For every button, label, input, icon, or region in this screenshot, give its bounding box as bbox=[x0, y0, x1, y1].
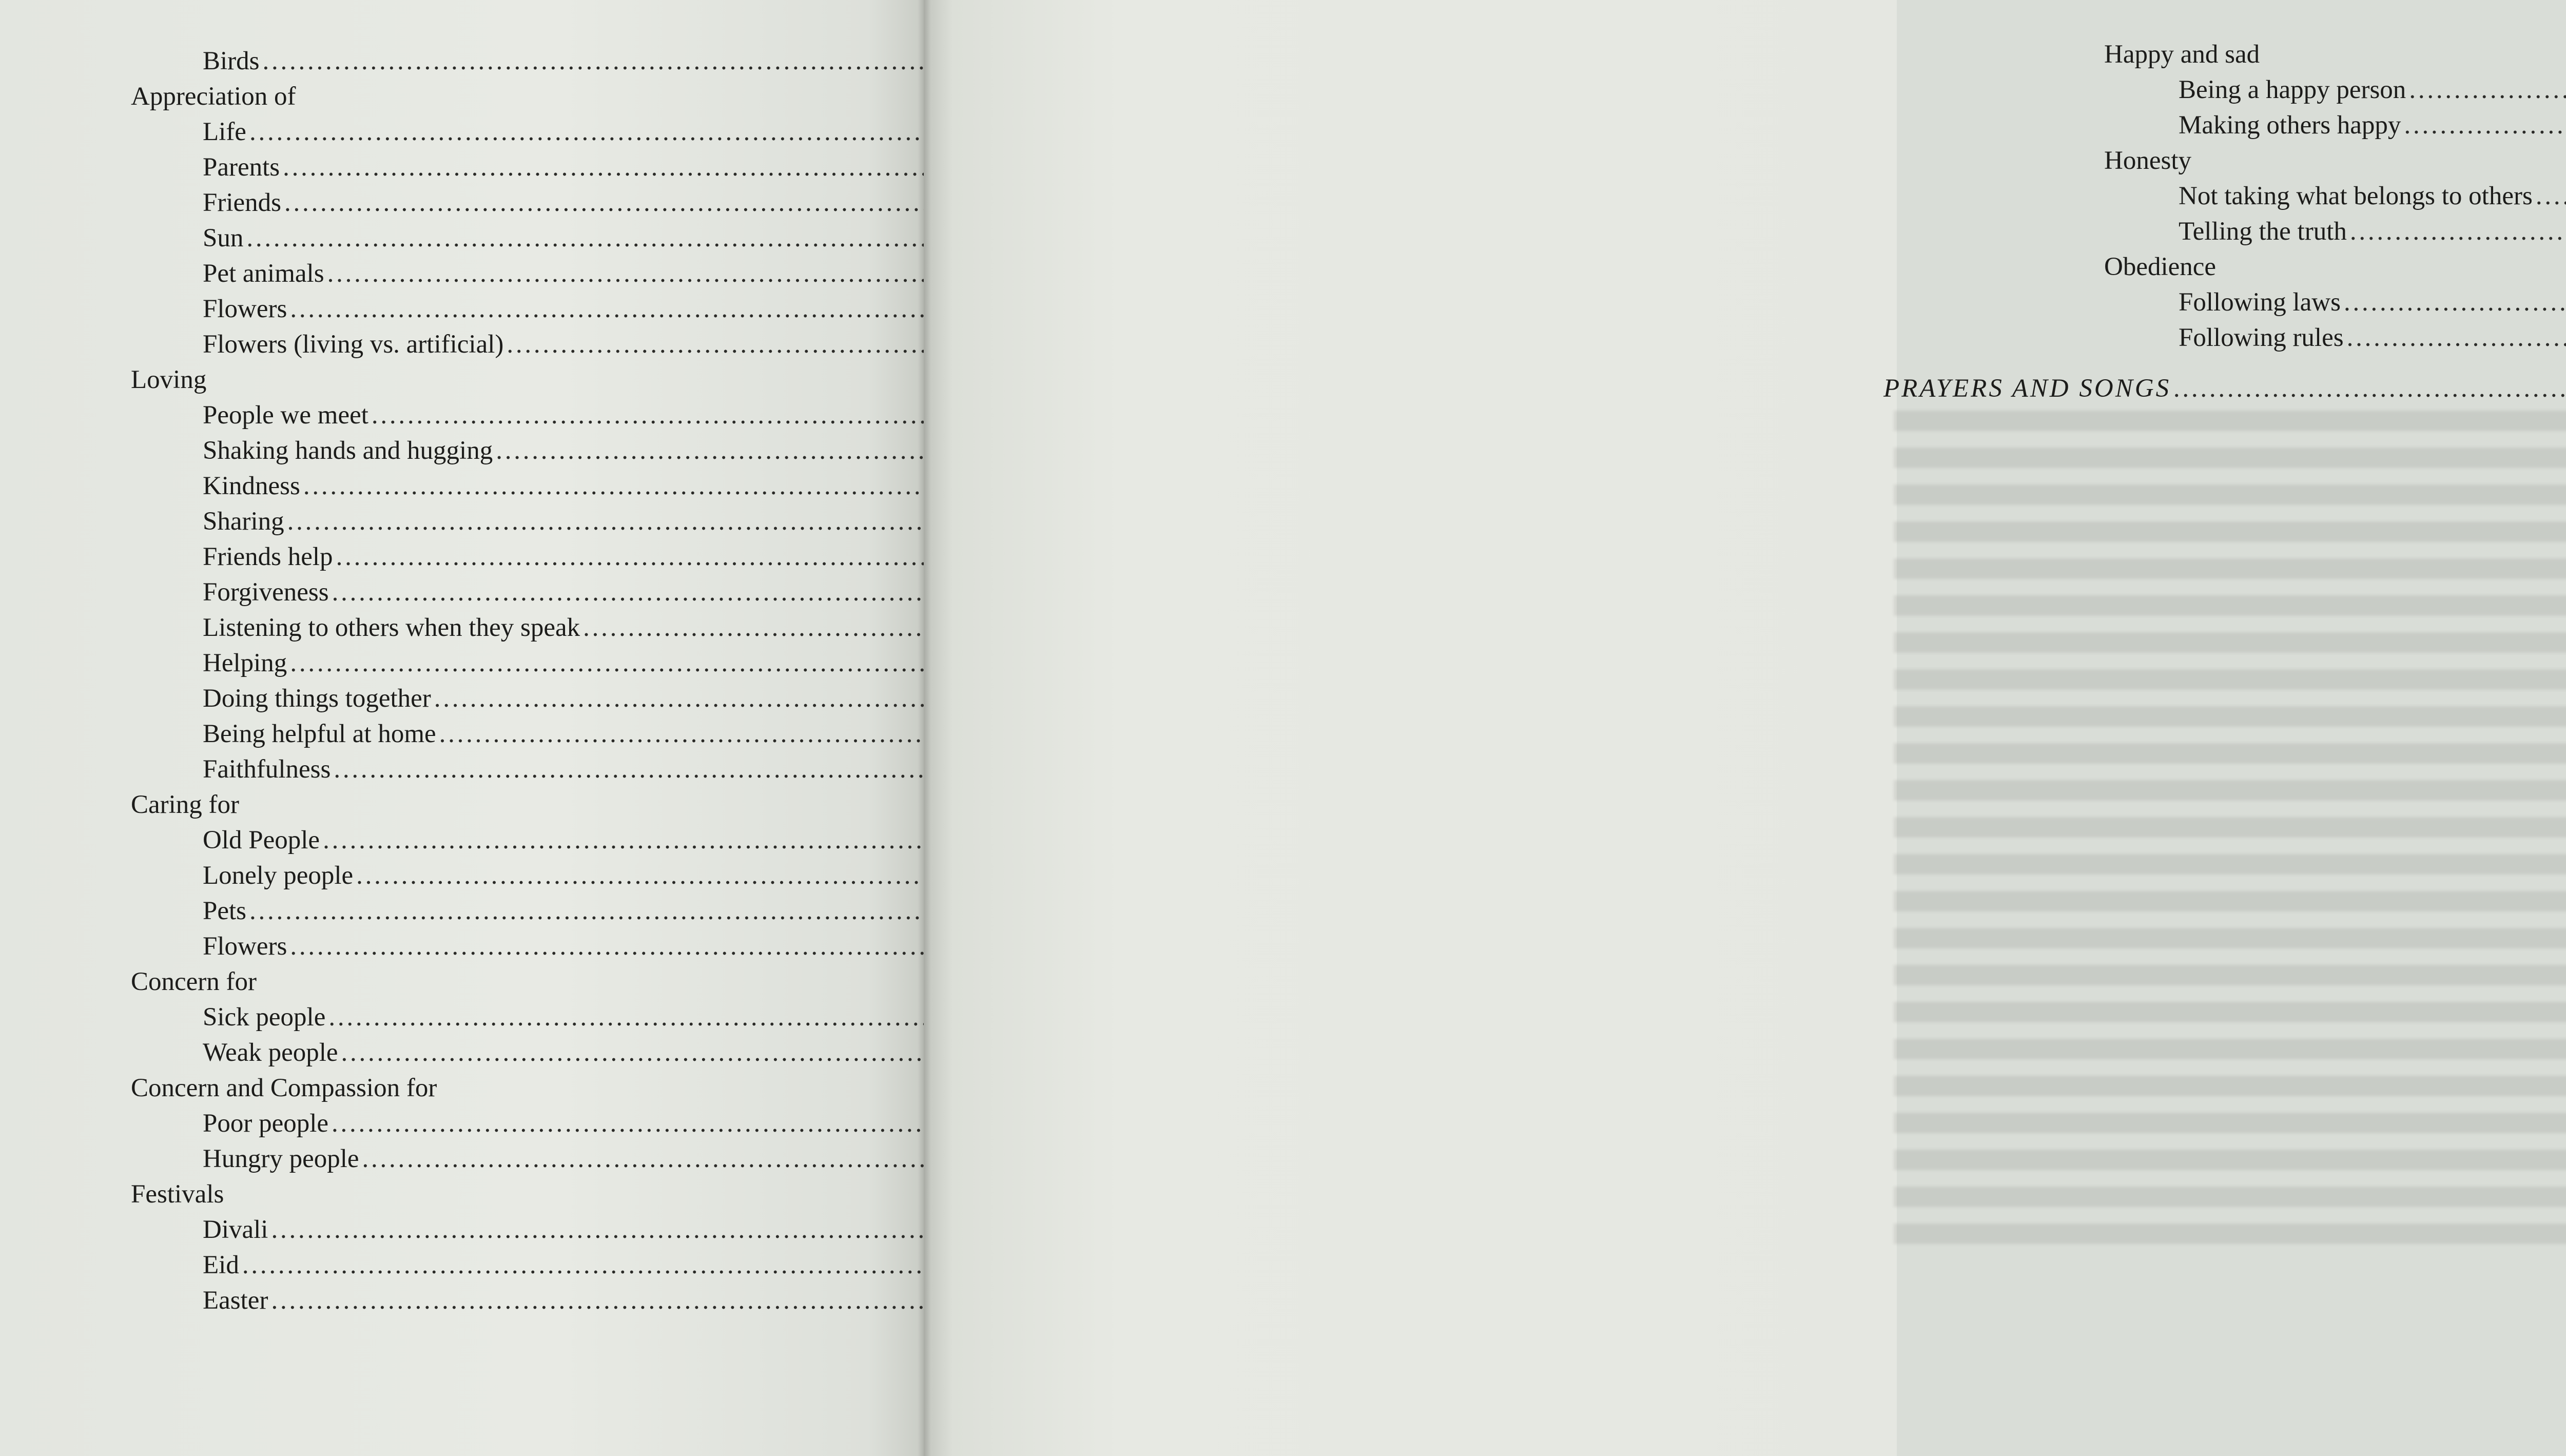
toc-entry-label: Sharing bbox=[203, 507, 284, 536]
toc-entry-label: Happy and sad bbox=[2104, 40, 2260, 69]
toc-entry-label: Shaking hands and hugging bbox=[203, 436, 493, 465]
toc-entry-label: Flowers bbox=[203, 295, 287, 323]
toc-section bbox=[1883, 371, 2566, 406]
toc-heading bbox=[1883, 37, 2566, 72]
toc-entry bbox=[131, 469, 772, 504]
toc-entry-label: Honesty bbox=[2104, 146, 2191, 175]
toc-entry-label: Listening to others when they speak bbox=[203, 613, 580, 642]
toc-heading bbox=[131, 1177, 772, 1212]
dot-leader bbox=[2536, 179, 2566, 214]
dot-leader bbox=[2404, 108, 2566, 143]
toc-entry-label: Old People bbox=[203, 826, 320, 855]
toc-entry bbox=[131, 1000, 772, 1035]
toc-entry-label: Faithfulness bbox=[203, 755, 331, 784]
toc-entry bbox=[1883, 214, 2566, 249]
toc-entry-label: Not taking what belongs to others bbox=[2179, 182, 2533, 210]
toc-entry bbox=[131, 1106, 772, 1141]
toc-entry-label: Friends help bbox=[203, 542, 333, 571]
toc-entry bbox=[131, 575, 772, 610]
toc-heading bbox=[131, 79, 772, 114]
toc-entry bbox=[131, 681, 772, 716]
toc-entry-label: Concern for bbox=[131, 967, 257, 996]
toc-entry-label: Eid bbox=[203, 1251, 239, 1279]
toc-heading bbox=[131, 964, 772, 1000]
toc-entry-label: Lonely people bbox=[203, 861, 354, 890]
toc-entry-label: Life bbox=[203, 118, 246, 146]
toc-entry bbox=[1883, 108, 2566, 143]
toc-entry bbox=[131, 610, 772, 646]
toc-entry bbox=[131, 504, 772, 539]
toc-entry-label: Forgiveness bbox=[203, 578, 329, 607]
toc-entry-label: Weak people bbox=[203, 1038, 338, 1067]
toc-entry-label: Pets bbox=[203, 897, 247, 925]
toc-entry bbox=[131, 44, 772, 79]
dot-leader bbox=[2347, 320, 2566, 356]
toc-heading bbox=[131, 1071, 772, 1106]
toc-entry-label: Concern and Compassion for bbox=[131, 1074, 437, 1102]
toc-entry bbox=[131, 858, 772, 894]
toc-entry-label: Helping bbox=[203, 649, 287, 677]
right-page bbox=[924, 0, 2533, 1456]
dot-leader bbox=[2350, 214, 2566, 249]
toc-entry bbox=[131, 327, 772, 362]
toc-entry-label: Poor people bbox=[203, 1109, 329, 1138]
toc-entry bbox=[131, 539, 772, 575]
toc-entry-label: Flowers bbox=[203, 932, 287, 961]
toc-entry bbox=[131, 752, 772, 787]
toc-entry bbox=[131, 256, 772, 292]
toc-entry bbox=[131, 114, 772, 150]
toc-entry-label: Following laws bbox=[2179, 288, 2341, 317]
contents-list-left bbox=[131, 44, 772, 1318]
toc-entry bbox=[131, 185, 772, 221]
toc-entry bbox=[131, 433, 772, 469]
toc-entry-label: Telling the truth bbox=[2179, 217, 2347, 246]
toc-entry-label: Birds bbox=[203, 47, 260, 75]
toc-entry bbox=[131, 716, 772, 752]
toc-entry-label: People we meet bbox=[203, 401, 368, 430]
left-page bbox=[0, 0, 924, 1456]
toc-entry-label: Sick people bbox=[203, 1003, 326, 1032]
toc-entry bbox=[131, 1283, 772, 1318]
toc-entry bbox=[1883, 179, 2566, 214]
dot-leader bbox=[2174, 371, 2566, 406]
toc-entry bbox=[131, 150, 772, 185]
toc-entry-label: Sun bbox=[203, 224, 244, 253]
toc-entry-label: Kindness bbox=[203, 472, 300, 500]
toc-entry bbox=[131, 646, 772, 681]
toc-entry-label: Caring for bbox=[131, 790, 240, 819]
toc-entry-label: Pet animals bbox=[203, 259, 324, 288]
toc-entry-label: Easter bbox=[203, 1286, 268, 1315]
toc-entry-label: PRAYERS AND SONGS bbox=[1883, 374, 2171, 403]
toc-entry bbox=[131, 1212, 772, 1248]
toc-entry-label: Being a happy person bbox=[2179, 75, 2406, 104]
book-gutter bbox=[918, 0, 931, 1456]
toc-entry bbox=[131, 1141, 772, 1177]
toc-entry bbox=[1883, 72, 2566, 108]
toc-entry-label: Parents bbox=[203, 153, 280, 182]
toc-heading bbox=[1883, 249, 2566, 285]
toc-entry-label: Loving bbox=[131, 365, 207, 394]
contents-list-right bbox=[1883, 37, 2566, 406]
toc-entry-label: Friends bbox=[203, 188, 281, 217]
toc-entry-label: Being helpful at home bbox=[203, 720, 436, 748]
toc-entry bbox=[131, 221, 772, 256]
show-through-text bbox=[1894, 411, 2566, 1257]
toc-entry bbox=[1883, 285, 2566, 320]
toc-heading bbox=[131, 787, 772, 823]
toc-entry bbox=[131, 398, 772, 433]
toc-entry bbox=[131, 823, 772, 858]
toc-entry bbox=[131, 1035, 772, 1071]
toc-entry-label: Appreciation of bbox=[131, 82, 296, 111]
toc-entry-label: Making others happy bbox=[2179, 111, 2401, 140]
toc-entry-label: Hungry people bbox=[203, 1144, 359, 1173]
toc-entry bbox=[131, 929, 772, 964]
toc-heading bbox=[1883, 143, 2566, 179]
dot-leader bbox=[2409, 72, 2566, 108]
toc-entry bbox=[1883, 320, 2566, 356]
dot-leader bbox=[2344, 285, 2566, 320]
toc-entry-label: Divali bbox=[203, 1215, 268, 1244]
toc-entry-label: Doing things together bbox=[203, 684, 431, 713]
toc-entry-label: Following rules bbox=[2179, 323, 2344, 352]
toc-entry bbox=[131, 1248, 772, 1283]
toc-entry-label: Festivals bbox=[131, 1180, 224, 1209]
toc-entry bbox=[131, 894, 772, 929]
toc-entry bbox=[131, 292, 772, 327]
toc-entry-label: Obedience bbox=[2104, 253, 2217, 281]
toc-heading bbox=[131, 362, 772, 398]
toc-entry-label: Flowers (living vs. artificial) bbox=[203, 330, 504, 359]
